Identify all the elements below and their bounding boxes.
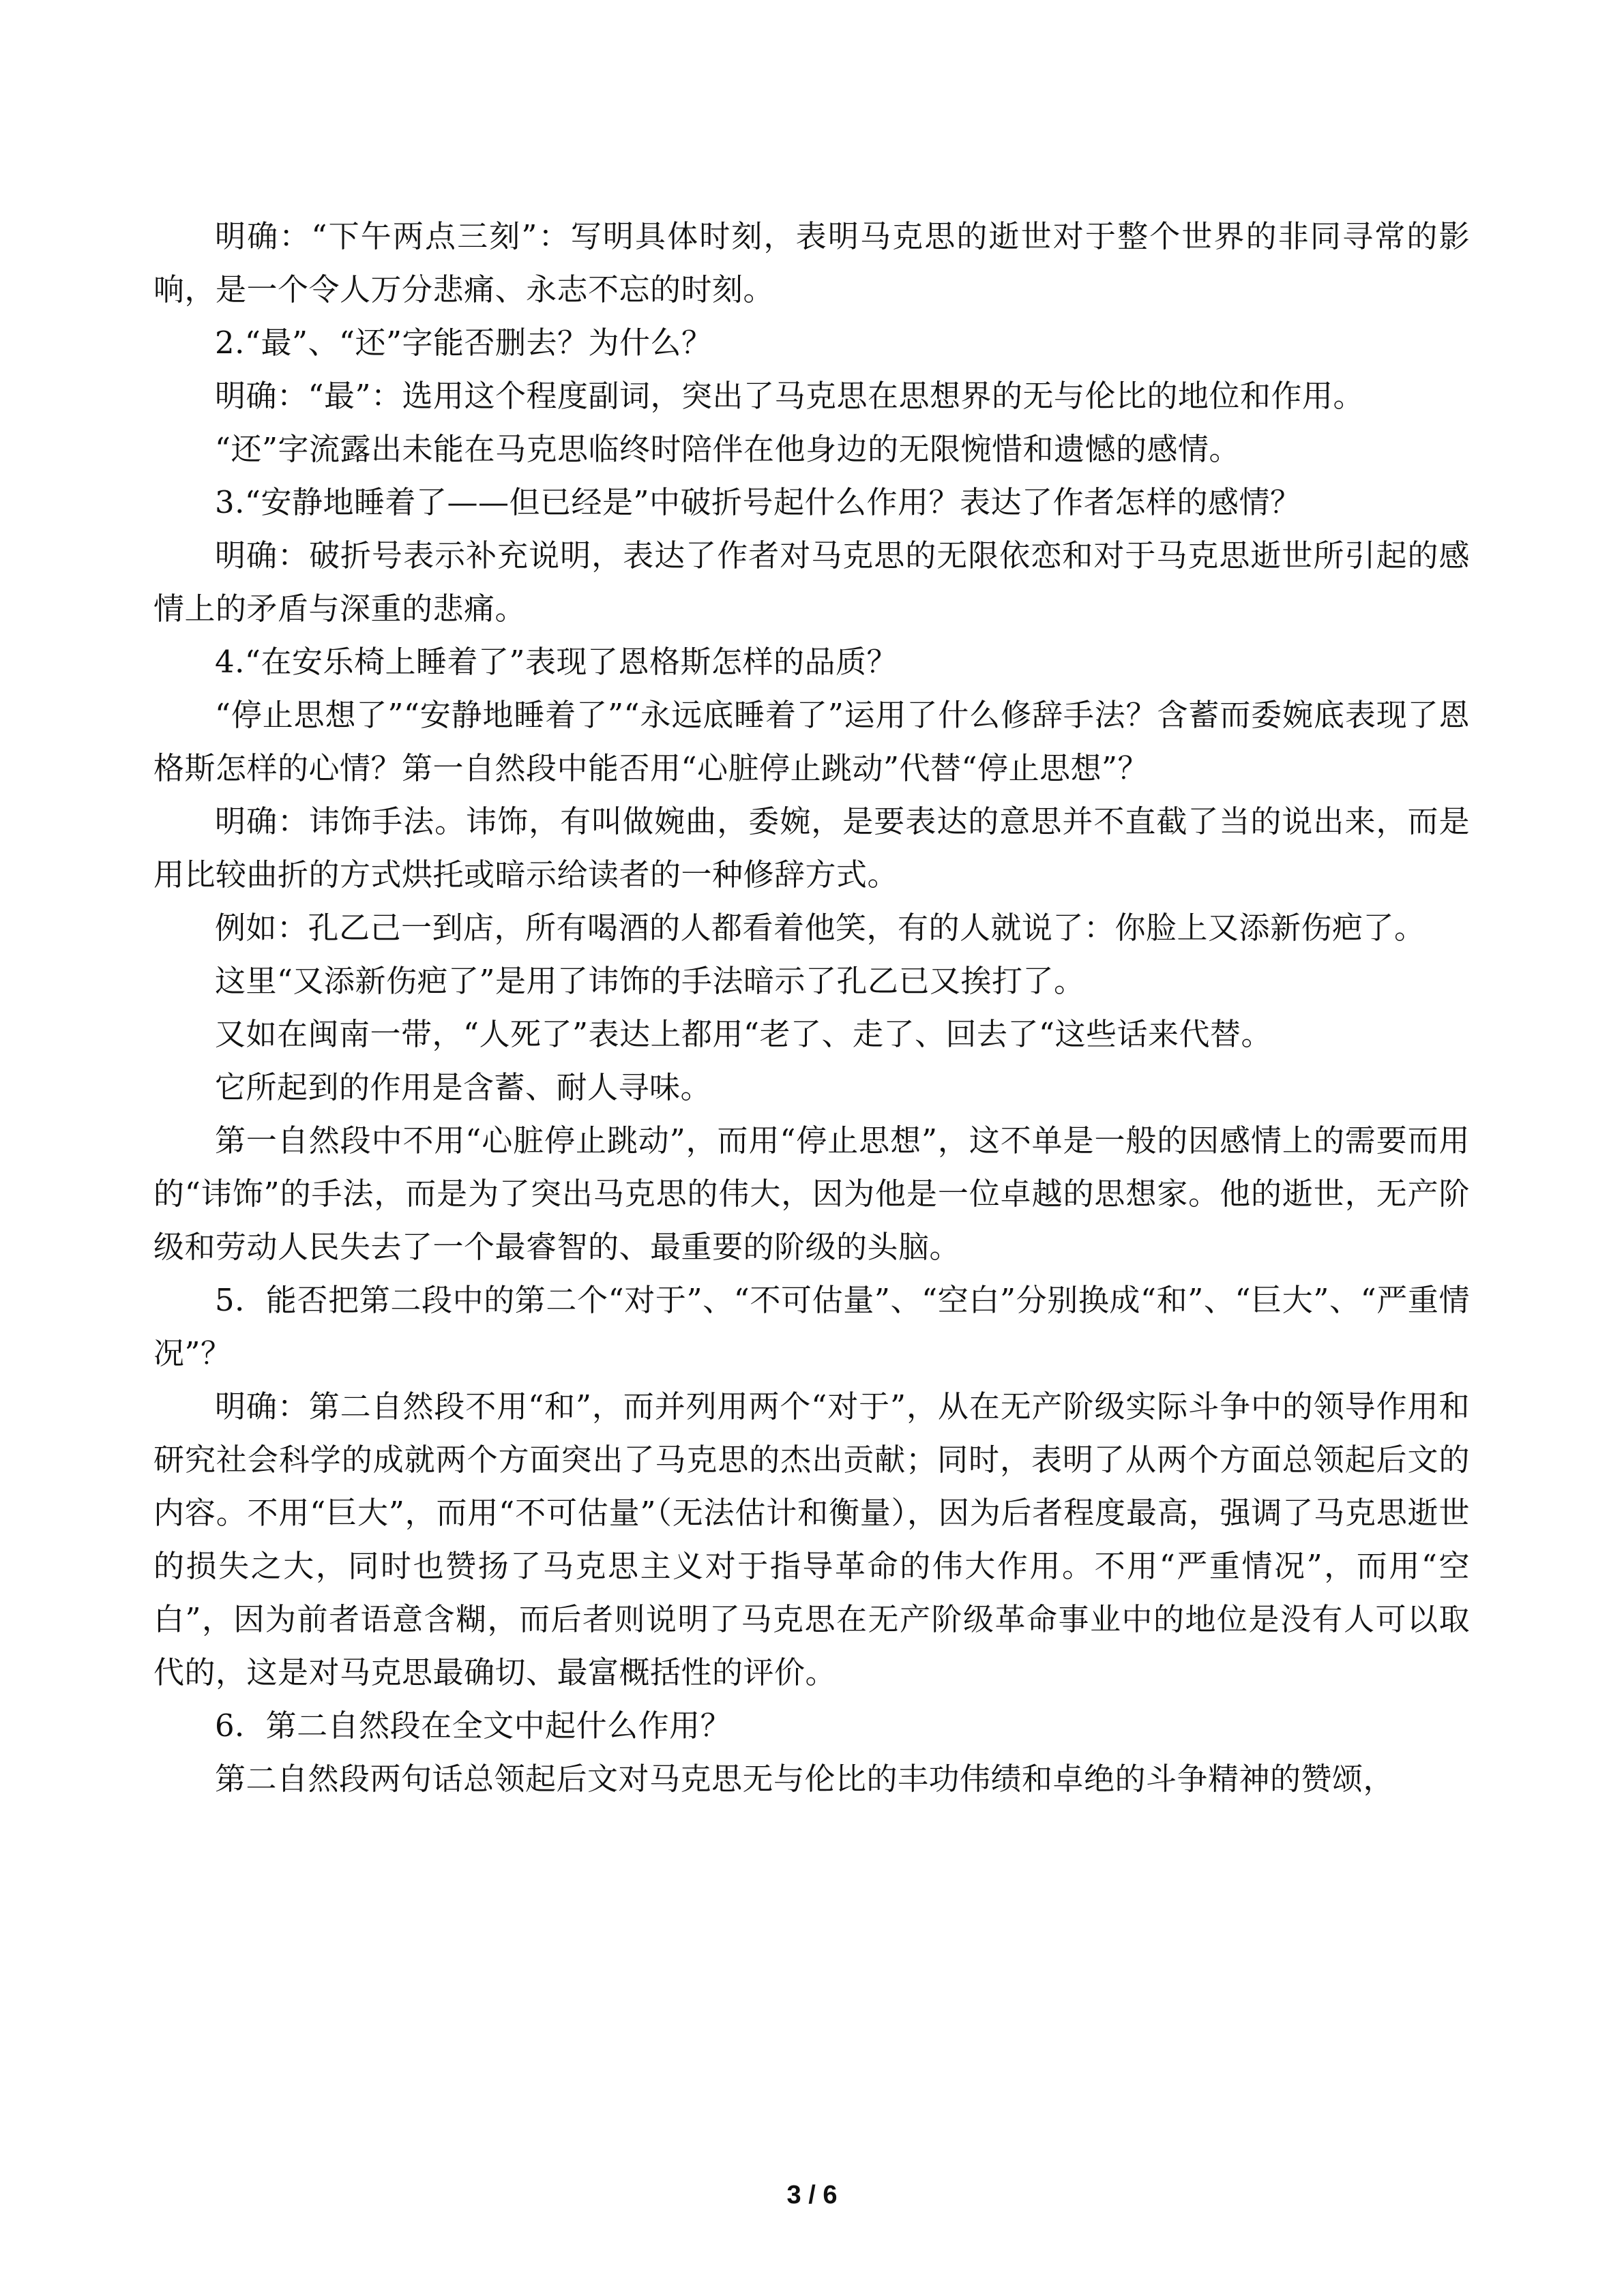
question-heading: 6．第二自然段在全文中起什么作用？ bbox=[215, 1708, 732, 1744]
paragraph: 明确：讳饰手法。讳饰，有叫做婉曲，委婉，是要表达的意思并不直截了当的说出来，而是用比较曲折的方式烘托或暗示给读者的一种修辞方式。 bbox=[153, 803, 1470, 893]
paragraph: 明确：破折号表示补充说明，表达了作者对马克思的无限依恋和对于马克思逝世所引起的感情上的矛盾与深重的悲痛。 bbox=[153, 537, 1470, 627]
document-body bbox=[153, 210, 1470, 1806]
paragraph: 明确：“下午两点三刻”：写明具体时刻，表明马克思的逝世对于整个世界的非同寻常的影响，是一个令人万分悲痛、永志不忘的时刻。 bbox=[153, 218, 1470, 308]
paragraph: “还”字流露出未能在马克思临终时陪伴在他身边的无限惋惜和遗憾的感情。 bbox=[215, 431, 1241, 467]
page-number: 3 / 6 bbox=[786, 2181, 838, 2209]
question-heading: 5．能否把第二段中的第二个“对于”、“不可估量”、“空白”分别换成“和”、“巨大”、“严重情况”？ bbox=[153, 1282, 1470, 1371]
paragraph: 这里“又添新伤疤了”是用了讳饰的手法暗示了孔乙已又挨打了。 bbox=[215, 963, 1085, 999]
paragraph: 明确：第二自然段不用“和”，而并列用两个“对于”，从在无产阶级实际斗争中的领导作用和研究社会科学的成就两个方面突出了马克思的杰出贡献；同时，表明了从两个方面总领起后文的内容。不用“巨大”，而用“不可估量”（无法估计和衡量），因为后者程度最高，强调了马克思逝世的损失之大，同时也赞扬了马克思主义对于指导革命的伟大作用。不用“严重情况”，而用“空白”，因为前者语意含糊，而后者则说明了马克思在无产阶级革命事业中的地位是没有人可以取代的，这是对马克思最确切、最富概括性的评价。 bbox=[153, 1388, 1470, 1690]
paragraph: “停止思想了”“安静地睡着了”“永远底睡着了”运用了什么修辞手法？含蓄而委婉底表现了恩格斯怎样的心情？第一自然段中能否用“心脏停止跳动”代替“停止思想”？ bbox=[153, 697, 1470, 786]
paragraph: 它所起到的作用是含蓄、耐人寻味。 bbox=[215, 1069, 712, 1105]
question-heading: 2.“最”、“还”字能否删去？为什么？ bbox=[215, 325, 713, 361]
paragraph: 第二自然段两句话总领起后文对马克思无与伦比的丰功伟绩和卓绝的斗争精神的赞颂， bbox=[215, 1761, 1395, 1797]
paragraph: 第一自然段中不用“心脏停止跳动”，而用“停止思想”，这不单是一般的因感情上的需要而用的“讳饰”的手法，而是为了突出马克思的伟大，因为他是一位卓越的思想家。他的逝世，无产阶级和劳动人民失去了一个最睿智的、最重要的阶级的头脑。 bbox=[153, 1122, 1470, 1265]
paragraph: 明确：“最”：选用这个程度副词，突出了马克思在思想界的无与伦比的地位和作用。 bbox=[215, 378, 1365, 414]
question-heading: 4.“在安乐椅上睡着了”表现了恩格斯怎样的品质？ bbox=[215, 644, 898, 680]
paragraph: 又如在闽南一带，“人死了”表达上都用“老了、走了、回去了“这些话来代替。 bbox=[215, 1016, 1273, 1052]
paragraph: 例如：孔乙己一到店，所有喝酒的人都看着他笑，有的人就说了：你脸上又添新伤疤了。 bbox=[215, 910, 1426, 946]
question-heading: 3.“安静地睡着了——但已经是”中破折号起什么作用？表达了作者怎样的感情？ bbox=[215, 484, 1301, 520]
